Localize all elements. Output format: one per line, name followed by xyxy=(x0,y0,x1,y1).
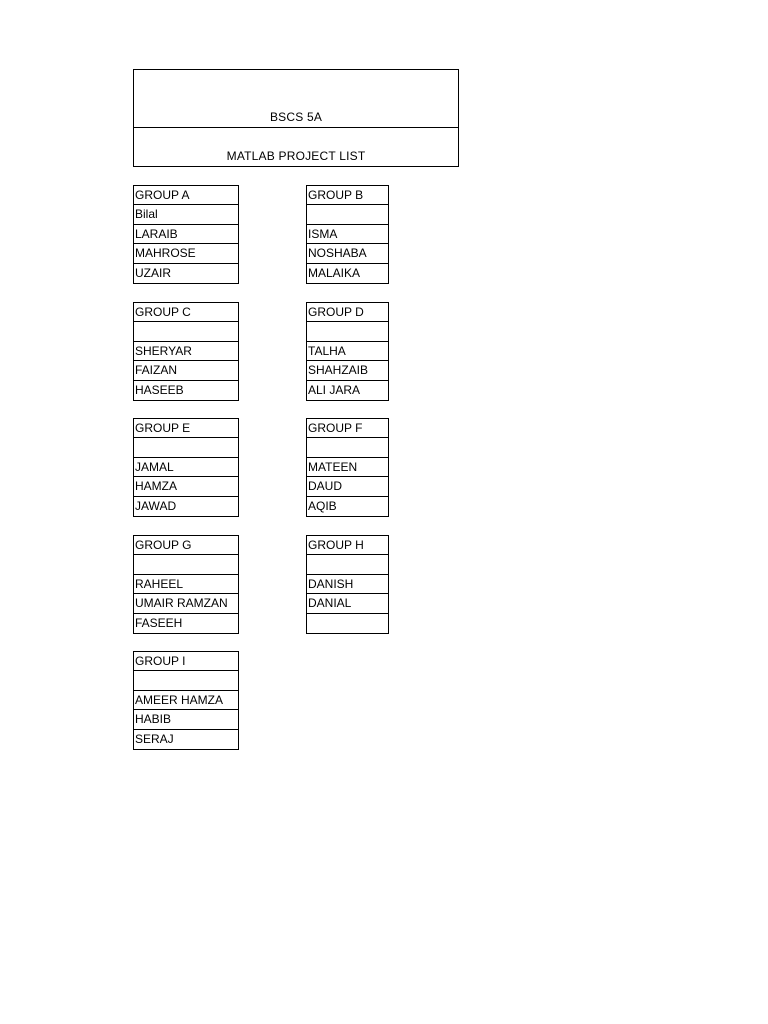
group-b-member-2: ISMA xyxy=(307,225,388,244)
group-e-table xyxy=(133,418,239,517)
group-b-header: GROUP B xyxy=(307,186,388,205)
group-i-table xyxy=(133,651,239,750)
group-f-member-1 xyxy=(307,438,388,457)
page-subtitle: MATLAB PROJECT LIST xyxy=(226,149,366,163)
group-d-member-4: ALI JARA xyxy=(308,382,361,397)
group-a-member-1: Bilal xyxy=(134,205,238,224)
group-g-member-2: RAHEEL xyxy=(134,575,238,594)
group-g-table xyxy=(133,535,239,634)
group-c-member-2: SHERYAR xyxy=(134,342,238,361)
group-h-member-1 xyxy=(307,555,388,574)
header-box xyxy=(133,69,459,167)
group-h-member-3: DANIAL xyxy=(307,594,388,613)
group-a-member-3: MAHROSE xyxy=(134,244,238,263)
group-g-member-3: UMAIR RAMZAN xyxy=(134,594,238,613)
group-d-member-1 xyxy=(307,322,388,341)
group-d-header: GROUP D xyxy=(307,303,388,322)
group-b-table xyxy=(306,185,389,284)
group-e-header: GROUP E xyxy=(134,419,238,438)
group-b-member-1 xyxy=(307,205,388,224)
group-a-member-4: UZAIR xyxy=(135,265,171,280)
page-title: BSCS 5A xyxy=(269,110,323,124)
group-g-member-1 xyxy=(134,555,238,574)
group-g-member-4: FASEEH xyxy=(135,615,183,630)
group-e-member-4: JAWAD xyxy=(135,498,177,513)
group-a-member-2: LARAIB xyxy=(134,225,238,244)
group-i-header: GROUP I xyxy=(134,652,238,671)
header-subtitle-row xyxy=(134,128,458,166)
group-b-member-4: MALAIKA xyxy=(308,265,361,280)
group-i-member-4: SERAJ xyxy=(135,731,174,746)
group-i-member-3: HABIB xyxy=(134,710,238,729)
group-d-member-2: TALHA xyxy=(307,342,388,361)
group-f-member-3: DAUD xyxy=(307,477,388,496)
group-c-table xyxy=(133,302,239,401)
group-f-member-4: AQIB xyxy=(308,498,337,513)
group-i-member-1 xyxy=(134,671,238,690)
group-g-header: GROUP G xyxy=(134,536,238,555)
group-f-member-2: MATEEN xyxy=(307,458,388,477)
group-d-table xyxy=(306,302,389,401)
group-h-member-2: DANISH xyxy=(307,575,388,594)
group-c-member-4: HASEEB xyxy=(135,382,184,397)
group-e-member-2: JAMAL xyxy=(134,458,238,477)
group-d-member-3: SHAHZAIB xyxy=(307,361,388,380)
group-b-member-3: NOSHABA xyxy=(307,244,388,263)
group-i-member-2: AMEER HAMZA xyxy=(134,691,238,710)
group-a-header: GROUP A xyxy=(134,186,238,205)
group-e-member-3: HAMZA xyxy=(134,477,238,496)
group-h-header: GROUP H xyxy=(307,536,388,555)
group-h-table xyxy=(306,535,389,634)
group-c-member-1 xyxy=(134,322,238,341)
group-e-member-1 xyxy=(134,438,238,457)
group-f-table xyxy=(306,418,389,517)
group-f-header: GROUP F xyxy=(307,419,388,438)
group-c-member-3: FAIZAN xyxy=(134,361,238,380)
group-c-header: GROUP C xyxy=(134,303,238,322)
group-h-member-4 xyxy=(307,614,388,633)
group-a-table xyxy=(133,185,239,284)
header-title-row xyxy=(134,70,458,128)
